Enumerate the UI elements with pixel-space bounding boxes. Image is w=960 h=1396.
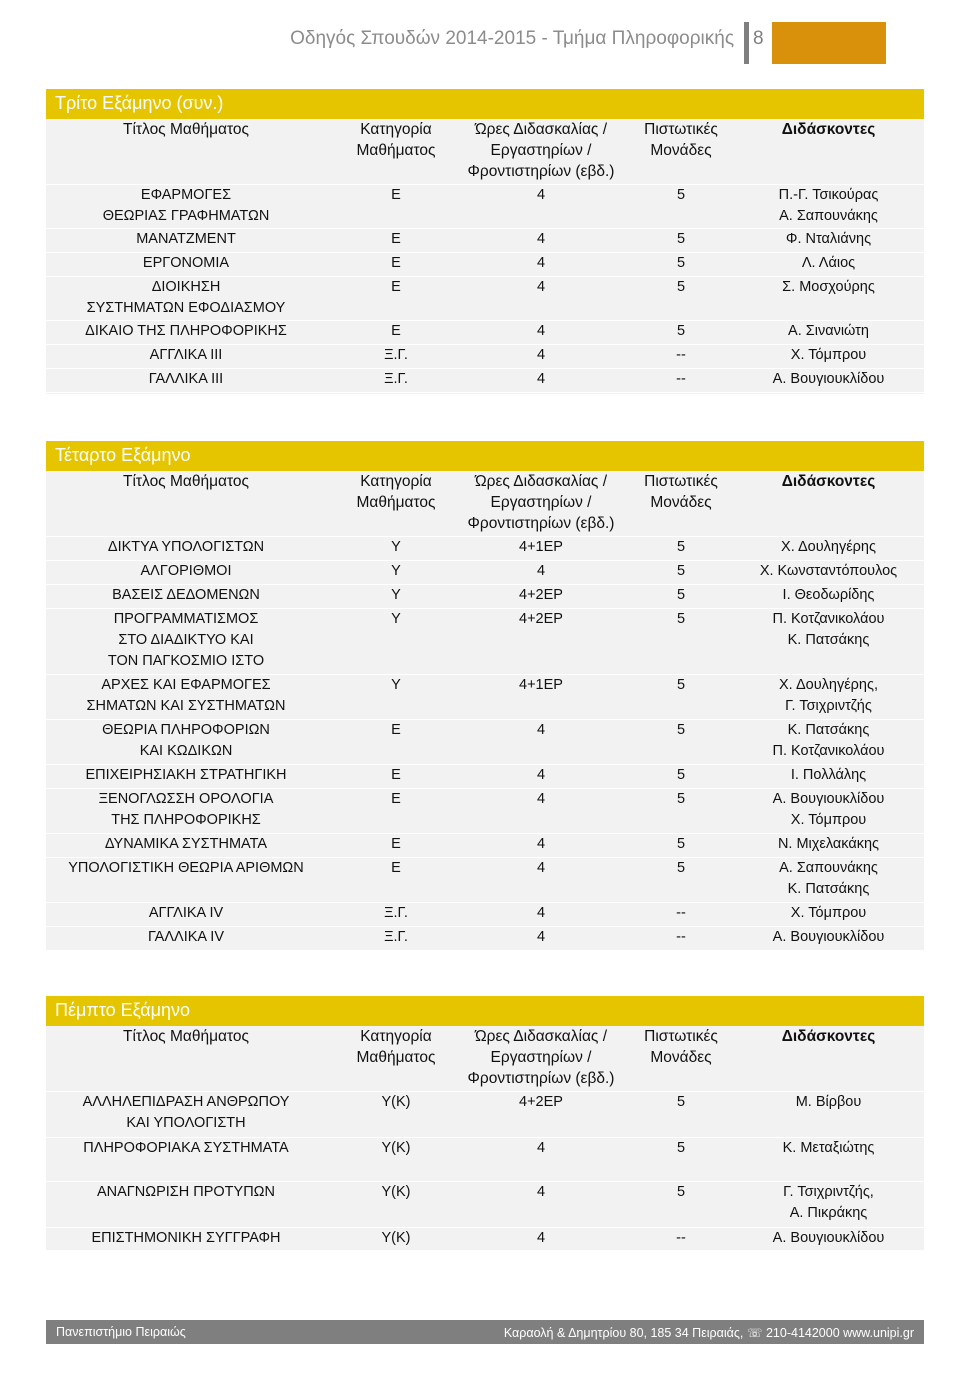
course-credits: 5 [676,255,686,271]
col-title-header: Τίτλος Μαθήματος [123,121,249,138]
course-row [46,858,924,903]
course-category: Ε [391,231,401,247]
instructor-name: Κ. Μεταξιώτης [782,1140,875,1156]
course-title-line: ΤΟΝ ΠΑΓΚΟΣΜΙΟ ΙΣΤΟ [107,653,265,669]
course-hours: 4 [536,279,546,295]
instructor-name: Α. Βουγιουκλίδου [772,929,885,945]
course-instructors [726,1182,931,1224]
header-accent-box [772,22,886,64]
course-hours: 4+2ΕΡ [519,611,563,627]
col-credits-header: Πιστωτικές Μονάδες [644,1028,718,1066]
course-title [46,585,326,606]
course-instructors [726,185,931,227]
course-instructors [726,927,931,948]
col-category-header: Κατηγορία Μαθήματος [356,121,436,159]
course-hours: 4+1ΕΡ [519,539,563,555]
instructor-name: Γ. Τσιχριντζής, [783,1184,874,1200]
course-title [46,537,326,558]
course-category: Υ [391,611,401,627]
course-hours: 4 [536,767,546,783]
col-hours-header: Ώρες Διδασκαλίας / Εργαστηρίων / Φροντιστηρίων (εβδ.) [467,121,615,180]
course-row [46,834,924,858]
course-hours: 4 [536,187,546,203]
course-title-line: ΣΤΟ ΔΙΑΔΙΚΤΥΟ ΚΑΙ [118,632,254,648]
table-header-row [46,1026,924,1092]
course-credits: 5 [676,836,686,852]
instructor-name: Γ. Τσιχριντζής [785,698,872,714]
course-category: Ε [391,836,401,852]
course-row [46,369,924,393]
instructor-name: Α. Σαπουνάκης [779,860,878,876]
course-row [46,927,924,951]
course-title-line: ΕΦΑΡΜΟΓΕΣ [140,187,232,203]
course-credits: -- [676,371,686,387]
col-instructors-header: Διδάσκοντες [781,1028,876,1045]
instructor-name: Α. Σινανιώτη [788,323,869,339]
course-credits: 5 [676,1184,686,1200]
course-hours: 4+2ΕΡ [519,1094,563,1110]
course-title [46,345,326,366]
course-category: Υ [391,677,401,693]
course-category: Υ(Κ) [381,1184,411,1200]
course-credits: 5 [676,323,686,339]
course-rows [46,537,924,951]
course-hours: 4 [536,1184,546,1200]
instructor-name: Α. Βουγιουκλίδου [772,371,885,387]
course-hours: 4 [536,255,546,271]
course-hours: 4 [536,563,546,579]
course-hours: 4 [536,347,546,363]
course-instructors [726,229,931,250]
semester-title: Τέταρτο Εξάμηνο [46,441,924,471]
col-hours-header: Ώρες Διδασκαλίας / Εργαστηρίων / Φροντιστηρίων (εβδ.) [467,1028,615,1087]
course-title-line: ΑΓΓΛΙΚΑ ΙΙΙ [149,347,223,363]
col-credits-header: Πιστωτικές Μονάδες [644,121,718,159]
course-credits: 5 [676,1140,686,1156]
course-credits: 5 [676,231,686,247]
course-credits: 5 [676,587,686,603]
course-category: Υ [391,587,401,603]
instructor-name: Π. Κοτζανικολάου [772,743,885,759]
course-row [46,185,924,229]
instructor-name: Π. Κοτζανικολάου [772,611,885,627]
course-credits: 5 [676,1094,686,1110]
course-category: Ε [391,279,401,295]
course-title [46,185,326,227]
course-title [46,369,326,390]
course-row [46,277,924,321]
course-credits: -- [676,1230,686,1246]
course-instructors [726,1228,931,1249]
course-title-line: ΑΡΧΕΣ ΚΑΙ ΕΦΑΡΜΟΓΕΣ [101,677,271,693]
col-category-header: Κατηγορία Μαθήματος [356,1028,436,1066]
course-title [46,1228,326,1249]
course-instructors [726,858,931,900]
semester-title: Τρίτο Εξάμηνο (συν.) [46,89,924,119]
course-title [46,903,326,924]
course-title-line: ΣΗΜΑΤΩΝ ΚΑΙ ΣΥΣΤΗΜΑΤΩΝ [86,698,286,714]
header-divider [744,22,749,64]
semester-section-4 [46,441,924,951]
course-title-line: ΜΑΝΑΤΖΜΕΝΤ [136,231,236,247]
course-credits: 5 [676,767,686,783]
course-category: Υ [391,539,401,555]
instructor-name: Π.-Γ. Τσικούρας [778,187,879,203]
course-instructors [726,321,931,342]
course-title [46,277,326,319]
document-title: Οδηγός Σπουδών 2014-2015 - Τμήμα Πληροφορικής [290,28,734,49]
course-hours: 4 [536,791,546,807]
course-title [46,1182,326,1203]
course-row [46,1228,924,1254]
course-category: Ε [391,323,401,339]
footer-contact: Καραολή & Δημητρίου 80, 185 34 Πειραιάς, ☏ 210-4142000 www.unipi.gr [503,1326,914,1340]
course-title-line: ΕΠΙΧΕΙΡΗΣΙΑΚΗ ΣΤΡΑΤΗΓΙΚΗ [85,767,287,783]
course-instructors [726,609,931,651]
course-hours: 4 [536,905,546,921]
course-credits: -- [676,905,686,921]
course-instructors [726,253,931,274]
course-category: Υ [391,563,401,579]
course-row [46,321,924,345]
instructor-name: Σ. Μοσχούρης [782,279,875,295]
course-category: Ε [391,767,401,783]
course-title-line: ΕΡΓΟΝΟΜΙΑ [142,255,230,271]
instructor-name: Χ. Δουληγέρης, [779,677,878,693]
course-title-line: ΔΙΚΑΙΟ ΤΗΣ ΠΛΗΡΟΦΟΡΙΚΗΣ [85,323,287,339]
instructor-name: Χ. Κωνσταντόπουλος [759,563,898,579]
instructor-name: Χ. Τόμπρου [790,905,867,921]
course-row [46,675,924,720]
instructor-name: Χ. Δουληγέρης [781,539,876,555]
course-row [46,229,924,253]
course-title-line: ΒΑΣΕΙΣ ΔΕΔΟΜΕΝΩΝ [112,587,260,603]
course-credits: -- [676,929,686,945]
course-title [46,858,326,879]
course-category: Υ(Κ) [381,1094,411,1110]
col-category-header: Κατηγορία Μαθήματος [356,473,436,511]
course-category: Υ(Κ) [381,1140,411,1156]
course-instructors [726,1092,931,1113]
course-title-line: ΠΡΟΓΡΑΜΜΑΤΙΣΜΟΣ [113,611,259,627]
course-category: Ξ.Γ. [384,905,408,921]
instructor-name: Α. Σαπουνάκης [779,208,878,224]
course-hours: 4 [536,860,546,876]
course-category: Υ(Κ) [381,1230,411,1246]
page-header [0,22,960,68]
course-title-line: ΘΕΩΡΙΑΣ ΓΡΑΦΗΜΑΤΩΝ [102,208,270,224]
course-category: Ε [391,722,401,738]
course-row [46,253,924,277]
course-title [46,789,326,831]
course-title-line: ΠΛΗΡΟΦΟΡΙΑΚΑ ΣΥΣΤΗΜΑΤΑ [83,1140,289,1156]
instructor-name: Ν. Μιχελακάκης [777,836,880,852]
course-row [46,765,924,789]
instructor-name: Κ. Πατσάκης [787,632,870,648]
semester-title: Πέμπτο Εξάμηνο [46,996,924,1026]
course-credits: 5 [676,860,686,876]
course-hours: 4 [536,371,546,387]
course-instructors [726,345,931,366]
course-title-line: ΑΝΑΓΝΩΡΙΣΗ ΠΡΟΤΥΠΩΝ [96,1184,275,1200]
course-title [46,834,326,855]
course-title-line: ΚΑΙ ΚΩΔΙΚΩΝ [139,743,233,759]
course-rows [46,1092,924,1254]
course-row [46,537,924,561]
instructor-name: Α. Βουγιουκλίδου [772,791,885,807]
course-hours: 4 [536,231,546,247]
course-instructors [726,720,931,762]
course-row [46,1138,924,1182]
course-title-line: ΔΥΝΑΜΙΚΑ ΣΥΣΤΗΜΑΤΑ [104,836,268,852]
table-header-row [46,119,924,185]
course-credits: 5 [676,677,686,693]
course-row [46,345,924,369]
instructor-name: Κ. Πατσάκης [787,881,870,897]
col-hours-header: Ώρες Διδασκαλίας / Εργαστηρίων / Φροντιστηρίων (εβδ.) [467,473,615,532]
instructor-name: Χ. Τόμπρου [790,812,867,828]
course-credits: 5 [676,187,686,203]
course-hours: 4 [536,1140,546,1156]
course-category: Ξ.Γ. [384,371,408,387]
course-title-line: ΔΙΟΙΚΗΣΗ [151,279,221,295]
instructor-name: Χ. Τόμπρου [790,347,867,363]
course-hours: 4 [536,929,546,945]
course-hours: 4 [536,722,546,738]
course-title-line: ΘΕΩΡΙΑ ΠΛΗΡΟΦΟΡΙΩΝ [102,722,270,738]
course-title-line: ΑΓΓΛΙΚΑ IV [148,905,224,921]
course-rows [46,185,924,393]
course-credits: 5 [676,539,686,555]
course-instructors [726,789,931,831]
course-instructors [726,903,931,924]
instructor-name: Λ. Λάιος [801,255,856,271]
course-row [46,561,924,585]
course-title [46,765,326,786]
page-number: 8 [753,28,764,49]
course-instructors [726,277,931,298]
course-instructors [726,834,931,855]
courses-table [46,119,924,393]
course-title-line: ΑΛΛΗΛΕΠΙΔΡΑΣΗ ΑΝΘΡΩΠΟΥ [82,1094,290,1110]
course-title [46,253,326,274]
col-title-header: Τίτλος Μαθήματος [123,473,249,490]
instructor-name: Φ. Νταλιάνης [785,231,872,247]
course-credits: 5 [676,722,686,738]
instructor-name: Ι. Πολλάλης [790,767,867,783]
course-title [46,675,326,717]
course-title-line: ΚΑΙ ΥΠΟΛΟΓΙΣΤΗ [126,1115,246,1131]
course-row [46,585,924,609]
course-row [46,903,924,927]
course-title-line: ΣΥΣΤΗΜΑΤΩΝ ΕΦΟΔΙΑΣΜΟΥ [86,300,286,316]
course-credits: 5 [676,279,686,295]
course-title [46,1092,326,1134]
course-instructors [726,765,931,786]
page-footer [46,1320,924,1344]
col-instructors-header: Διδάσκοντες [781,473,876,490]
course-instructors [726,1138,931,1159]
course-title [46,927,326,948]
course-title-line: ΓΑΛΛΙΚΑ ΙΙΙ [148,371,224,387]
course-instructors [726,369,931,390]
course-category: Ξ.Γ. [384,347,408,363]
course-category: Ε [391,187,401,203]
course-credits: 5 [676,563,686,579]
course-row [46,609,924,675]
col-title-header: Τίτλος Μαθήματος [123,1028,249,1045]
instructor-name: Μ. Βίρβου [795,1094,862,1110]
course-row [46,1092,924,1138]
course-category: Ε [391,791,401,807]
col-instructors-header: Διδάσκοντες [781,121,876,138]
course-instructors [726,675,931,717]
course-title [46,609,326,672]
course-title-line: ΞΕΝΟΓΛΩΣΣΗ ΟΡΟΛΟΓΙΑ [98,791,274,807]
course-instructors [726,585,931,606]
semester-section-5 [46,996,924,1250]
course-title [46,229,326,250]
course-category: Ξ.Γ. [384,929,408,945]
course-title-line: ΑΛΓΟΡΙΘΜΟΙ [140,563,232,579]
course-credits: -- [676,347,686,363]
instructor-name: Α. Πικράκης [789,1205,868,1221]
course-instructors [726,537,931,558]
semester-section-3 [46,89,924,394]
course-row [46,789,924,834]
course-title-line: ΥΠΟΛΟΓΙΣΤΙΚΗ ΘΕΩΡΙΑ ΑΡΙΘΜΩΝ [68,860,304,876]
course-category: Ε [391,255,401,271]
course-title-line: ΓΑΛΛΙΚΑ IV [148,929,224,945]
table-header-row [46,471,924,537]
course-hours: 4 [536,1230,546,1246]
course-title-line: ΔΙΚΤΥΑ ΥΠΟΛΟΓΙΣΤΩΝ [107,539,265,555]
course-credits: 5 [676,611,686,627]
course-hours: 4+2ΕΡ [519,587,563,603]
course-title [46,1138,326,1159]
course-hours: 4 [536,323,546,339]
course-credits: 5 [676,791,686,807]
instructor-name: Κ. Πατσάκης [787,722,870,738]
course-row [46,1182,924,1228]
course-hours: 4+1ΕΡ [519,677,563,693]
course-hours: 4 [536,836,546,852]
courses-table [46,1026,924,1254]
footer-university: Πανεπιστήμιο Πειραιώς [56,1325,186,1339]
courses-table [46,471,924,951]
col-credits-header: Πιστωτικές Μονάδες [644,473,718,511]
course-title [46,720,326,762]
course-category: Ε [391,860,401,876]
instructor-name: Ι. Θεοδωρίδης [782,587,875,603]
course-instructors [726,561,931,582]
course-row [46,720,924,765]
course-title-line: ΤΗΣ ΠΛΗΡΟΦΟΡΙΚΗΣ [111,812,261,828]
course-title [46,321,326,342]
instructor-name: Α. Βουγιουκλίδου [772,1230,885,1246]
course-title-line: ΕΠΙΣΤΗΜΟΝΙΚΗ ΣΥΓΓΡΑΦΗ [91,1230,281,1246]
course-title [46,561,326,582]
